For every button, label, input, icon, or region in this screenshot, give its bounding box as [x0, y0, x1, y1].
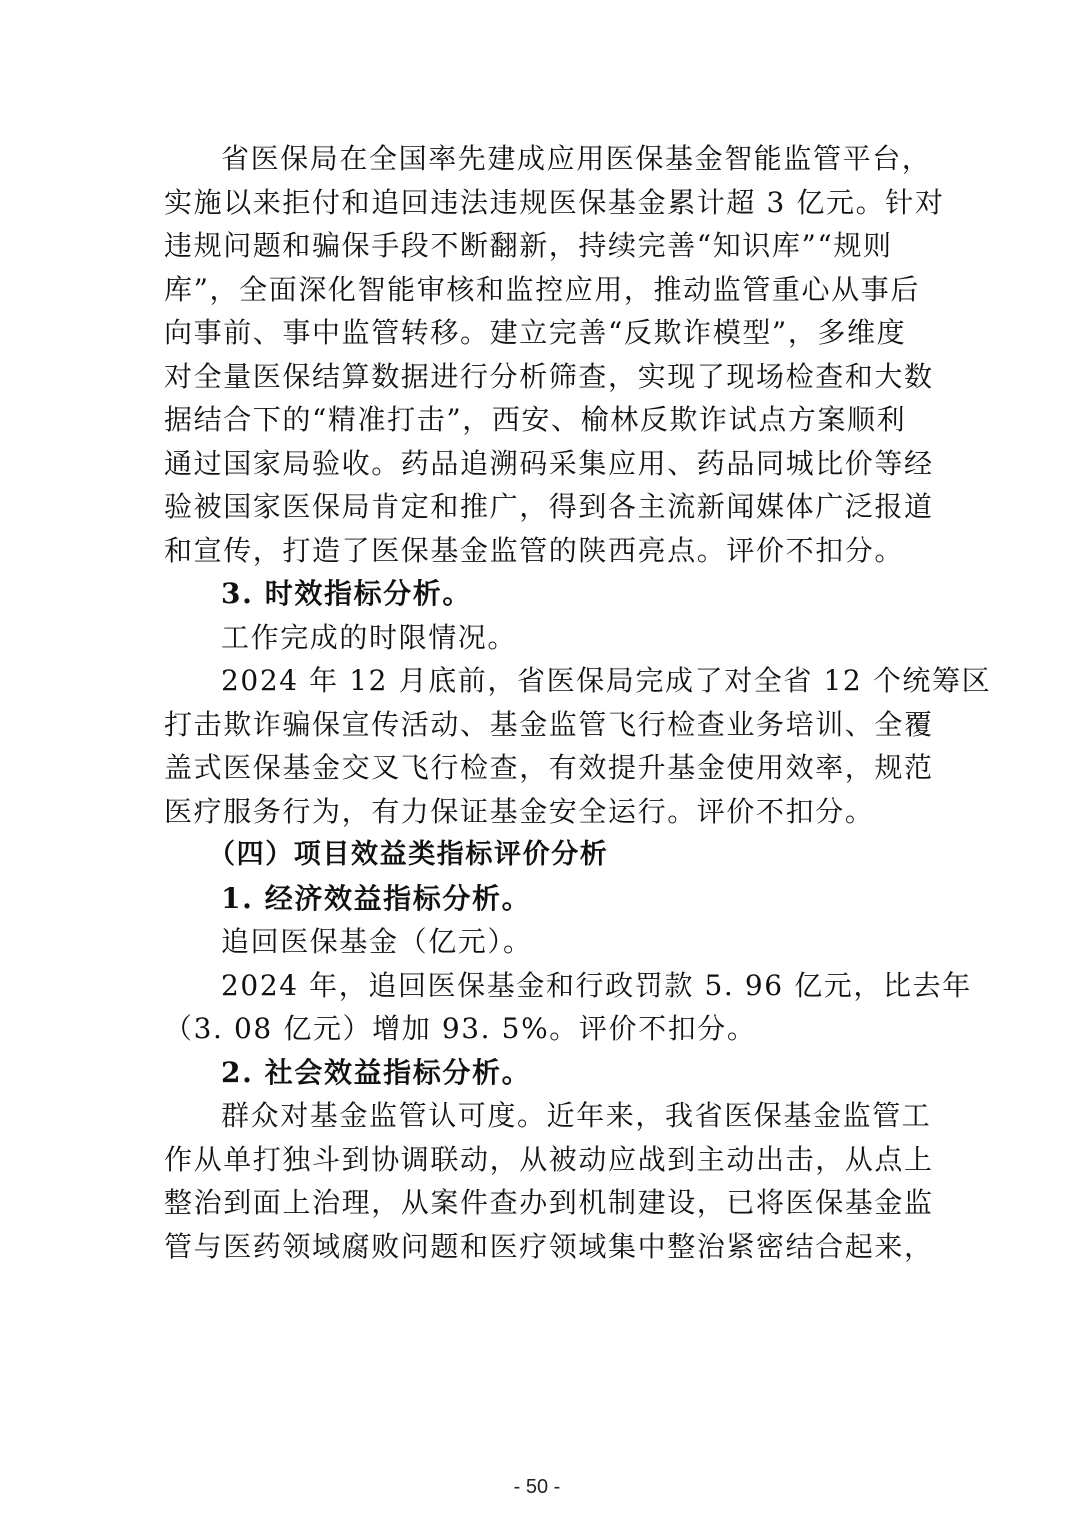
paragraph-line: 2024 年 12 月底前，省医保局完成了对全省 12 个统筹区: [221, 664, 992, 697]
paragraph-line: 医疗服务行为，有力保证基金安全运行。评价不扣分。: [164, 794, 875, 828]
paragraph-line: 省医保局在全国率先建成应用医保基金智能监管平台，: [221, 142, 932, 175]
paragraph-line: 违规问题和骗保手段不断翻新，持续完善“知识库”“规则: [164, 229, 893, 262]
heading-economic: 1. 经济效益指标分析。: [221, 881, 532, 915]
paragraph-line: 验被国家医保局肯定和推广，得到各主流新闻媒体广泛报道: [164, 490, 934, 523]
paragraph-line: 对全量医保结算数据进行分析筛查，实现了现场检查和大数: [164, 359, 934, 393]
paragraph-line: 盖式医保基金交叉飞行检查，有效提升基金使用效率，规范: [164, 751, 934, 784]
document-body: [164, 137, 992, 1268]
paragraph-line: 据结合下的“精准打击”，西安、榆林反欺诈试点方案顺利: [164, 403, 907, 436]
paragraph-line: 通过国家局验收。药品追溯码采集应用、药品同城比价等经: [164, 446, 934, 480]
paragraph-line: 管与医药领域腐败问题和医疗领域集中整治紧密结合起来，: [164, 1229, 934, 1263]
page-number: - 50 -: [513, 1476, 561, 1498]
indicator-item: 追回医保基金（亿元）。: [221, 925, 533, 958]
paragraph-line: 和宣传，打造了医保基金监管的陕西亮点。评价不扣分。: [164, 533, 905, 567]
paragraph-line: 库”，全面深化智能审核和监控应用，推动监管重心从事后: [164, 272, 920, 306]
paragraph-line: 2024 年，追回医保基金和行政罚款 5. 96 亿元，比去年: [221, 968, 972, 1002]
paragraph-line: （3. 08 亿元）增加 93. 5%。评价不扣分。: [164, 1012, 757, 1045]
paragraph-line: 打击欺诈骗保宣传活动、基金监管飞行检查业务培训、全覆: [164, 707, 934, 741]
heading-social: 2. 社会效益指标分析。: [221, 1055, 532, 1089]
paragraph-line: 群众对基金监管认可度。近年来，我省医保基金监管工: [221, 1099, 932, 1132]
paragraph-line: 整治到面上治理，从案件查办到机制建设，已将医保基金监: [164, 1186, 934, 1219]
paragraph-line: 实施以来拒付和追回违法违规医保基金累计超 3 亿元。针对: [164, 185, 945, 219]
paragraph-line: 向事前、事中监管转移。建立完善“反欺诈模型”，多维度: [164, 316, 907, 349]
heading-section-4: （四）项目效益类指标评价分析: [208, 839, 609, 870]
paragraph-line: 作从单打独斗到协调联动，从被动应战到主动出击，从点上: [164, 1142, 934, 1176]
indicator-item: 工作完成的时限情况。: [221, 620, 518, 654]
heading-timeliness: 3. 时效指标分析。: [221, 577, 472, 610]
